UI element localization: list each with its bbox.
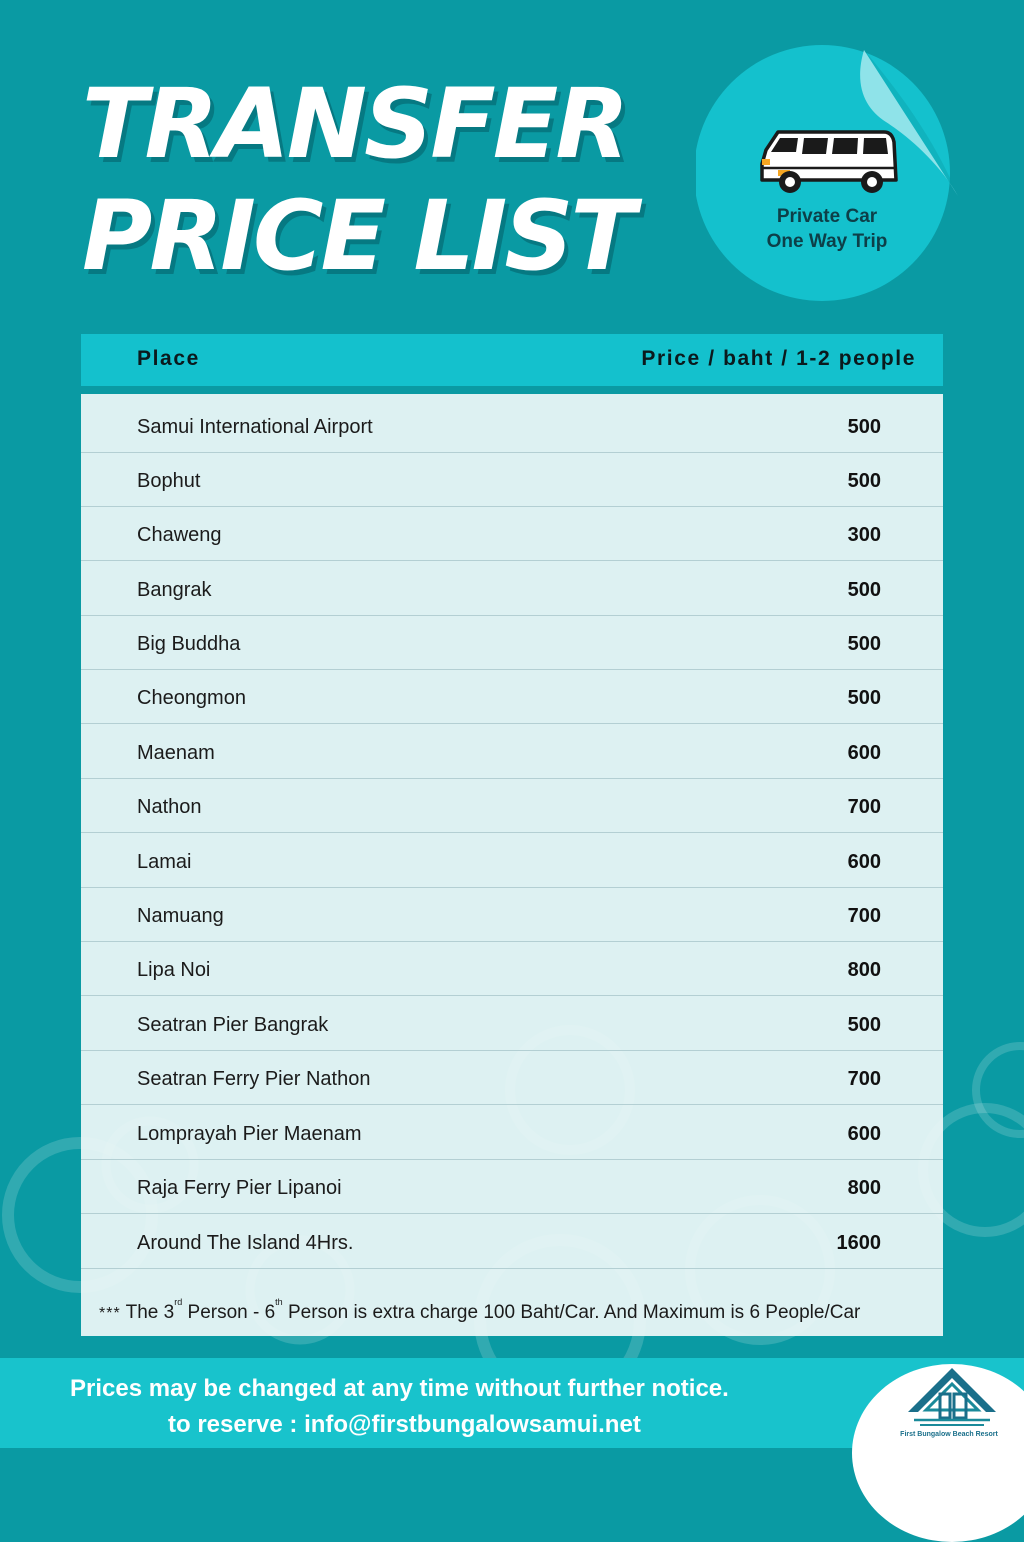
place-name: Lamai [137,851,192,873]
resort-logo-icon [904,1364,1000,1428]
price-value: 800 [847,959,881,981]
price-value: 500 [847,687,881,709]
table-row [81,1215,943,1269]
table-row [81,562,943,616]
price-value: 500 [847,579,881,601]
place-name: Lipa Noi [137,959,211,981]
place-name: Seatran Pier Bangrak [137,1014,329,1036]
place-name: Cheongmon [137,687,246,709]
resort-name: First Bungalow Beach Resort [900,1431,998,1438]
note-text-3: Person is extra charge 100 Baht/Car. And Maximum is 6 People/Car [287,1302,861,1323]
resort-logo-badge [852,1364,1024,1542]
footer-bar [0,1358,1024,1448]
van-icon [758,128,898,196]
table-row [81,1160,943,1214]
place-name: Samui International Airport [137,416,373,438]
table-row [81,453,943,507]
price-value: 500 [847,470,881,492]
price-value: 600 [847,851,881,873]
sticker-label-line-1: Private Car [776,206,878,227]
price-value: 600 [847,1123,881,1145]
note-superscript-1: rd [174,1297,183,1307]
price-value: 500 [847,1014,881,1036]
column-header-price: Price / baht / 1-2 people [641,347,916,370]
place-name: Nathon [137,796,202,818]
price-value: 1600 [836,1232,881,1254]
reservation-contact: to reserve : info@firstbungalowsamui.net [168,1411,641,1438]
table-row [81,670,943,724]
page-title-line-2: PRICE LIST [82,180,633,292]
price-value: 700 [847,905,881,927]
place-name: Seatran Ferry Pier Nathon [137,1068,371,1090]
price-value: 500 [847,633,881,655]
price-value: 600 [847,742,881,764]
place-name: Big Buddha [137,633,241,655]
place-name: Lomprayah Pier Maenam [137,1123,362,1145]
private-car-sticker [696,44,960,308]
table-row [81,997,943,1051]
place-name: Maenam [137,742,215,764]
table-row [81,399,943,453]
price-value: 700 [847,1068,881,1090]
table-row [81,725,943,779]
price-table [81,394,943,1336]
price-value: 800 [847,1177,881,1199]
price-disclaimer: Prices may be changed at any time without further notice. [70,1375,729,1402]
table-row [81,888,943,942]
note-text-1: The 3 [125,1302,175,1323]
place-name: Bangrak [137,579,212,601]
extra-charge-note [99,1290,860,1326]
table-header [81,334,943,386]
table-row [81,834,943,888]
place-name: Namuang [137,905,224,927]
price-value: 700 [847,796,881,818]
column-header-place: Place [137,347,200,370]
note-text-2: Person - 6 [187,1302,276,1323]
place-name: Around The Island 4Hrs. [137,1232,354,1254]
note-superscript-2: th [275,1297,283,1307]
place-name: Chaweng [137,524,222,546]
sticker-label-line-2: One Way Trip [766,231,888,252]
price-value: 500 [847,416,881,438]
table-row [81,507,943,561]
table-row [81,942,943,996]
place-name: Bophut [137,470,201,492]
table-row [81,1106,943,1160]
page-title-line-1: TRANSFER [82,68,627,180]
table-row [81,616,943,670]
table-row [81,1051,943,1105]
note-stars: *** [99,1305,121,1322]
price-value: 300 [847,524,881,546]
place-name: Raja Ferry Pier Lipanoi [137,1177,342,1199]
table-row [81,779,943,833]
